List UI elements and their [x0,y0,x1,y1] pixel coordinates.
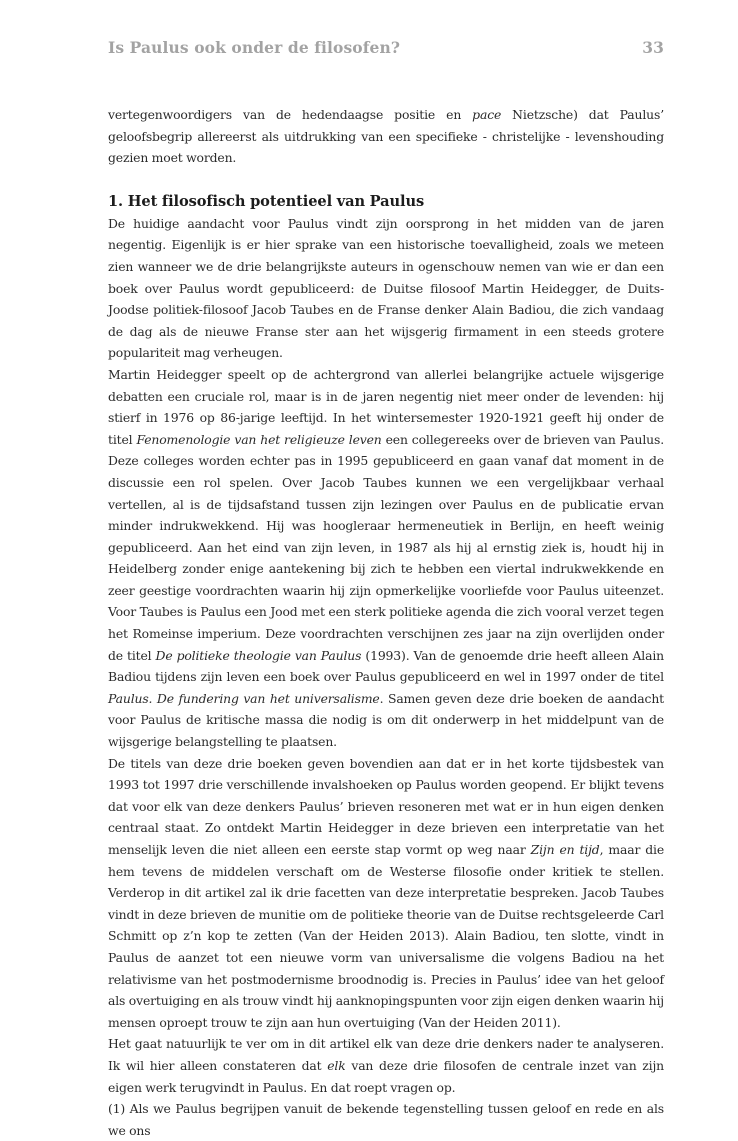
text-run: De titels van deze drie boeken geven bovendien aan dat er in het korte tijdsbestek van 1993 tot 1997 drie verschillende invalshoeken op Paulus worden geopend. Er blijkt tevens dat voor elk van deze denkers Paulus’ brieven resoneren met wat er in hun eigen denken centraal staat. Zo ontdekt Martin Heidegger in deze brieven een interpretatie van het menselijk leven die niet alleen een eerste stap vormt op weg naar [108,755,664,857]
paragraph-5: (1) Als we Paulus begrijpen vanuit de bekende tegenstelling tussen geloof en rede en als we ons [108,1101,664,1138]
text-run: van deze drie filosofen de centrale inzet van zijn eigen werk terugvindt in Paulus. En dat roept vragen op. [108,1057,664,1095]
running-head [108,38,664,57]
section-heading: 1. Het filosofisch potentieel van Paulus [108,192,425,210]
italic-run: Paulus. De fundering van het universalisme [108,690,380,706]
text-run: Het gaat natuurlijk te ver om in dit artikel elk van deze drie denkers nader te analyseren. Ik wil hier alleen constateren dat [108,1036,664,1073]
text-run: vertegenwoordigers van de hedendaagse positie en [108,107,473,122]
paragraph-3 [108,753,664,1034]
text-run: Martin Heidegger speelt op de achtergrond van allerlei belangrijke actuele wijsgerige debatten een cruciale rol, maar is in de jaren negentig niet meer onder de levenden: hij stierf in 1976 op 86-jarige leeftijd. In het wintersemester 1920-1921 geeft hij onder de titel [108,366,664,447]
paragraph-1: De huidige aandacht voor Paulus vindt zijn oorsprong in het midden van de jaren negentig. Eigenlijk is er hier sprake van een historische toevalligheid, zoals we meteen zien wanneer we de drie belangrijkste auteurs in ogenschouw nemen van wie er dan een boek over Paulus wordt gepubliceerd: de Duitse filosoof Martin Heidegger, de Duits-Joodse politiek-filosoof Jacob Taubes en de Franse denker Alain Badiou, die zich vandaag de dag als de nieuwe Franse ster aan het wijsgerig firmament in een steeds grotere populariteit mag verheugen. [108,215,664,361]
italic-run: Zijn en tijd [530,842,600,857]
text-run: Nietzsche) dat Paulus’ geloofsbegrip allereerst als uitdrukking van een specifieke - christelijke - levenshouding gezien moet worden. [108,107,664,166]
text-run: (1993). Van de genoemde drie heeft alleen Alain Badiou tijdens zijn leven een boek over Paulus gepubliceerd en wel in 1997 onder de titel [108,647,664,685]
text-run: een collegereeks over de brieven van Paulus. Deze colleges worden echter pas in 1995 gepubliceerd en gaan vanaf dat moment in de discussie een rol spelen. Over Jacob Taubes kunnen we een vergelijkbaar verhaal vertellen, al is de tijdsafstand tussen zijn lezingen over Paulus en de publicatie ervan minder indrukwekkend. Hij was hoogleraar hermeneutiek in Berlijn, en heeft weinig gepubliceerd. Aan het eind van zijn leven, in 1987 als hij al ernstig ziek is, houdt hij in Heidelberg zonder enige aantekening bij zich te hebben een viertal indrukwekkende en zeer geestige voordrachten waarin hij zijn opmerkelijke voorliefde voor Paulus uiteenzet. Voor Taubes is Paulus een Jood met een sterk politieke agenda die zich vooral verzet tegen het Romeinse imperium. Deze voordrachten verschijnen zes jaar na zijn overlijden onder de titel [108,431,664,663]
italic-run: elk [327,1057,346,1073]
text-run: . Samen geven deze drie boeken de aandacht voor Paulus de kritische massa die nodig is om dit onderwerp in het middelpunt van de wijsgerige belangstelling te plaatsen. [108,690,664,750]
italic-run: De politieke theologie van Paulus [155,647,362,663]
text-run: , maar die hem tevens de middelen verschaft om de Westerse filosofie onder kritiek te stellen. Verderop in dit artikel zal ik drie facetten van deze interpretatie bespreken. Jacob Taubes vindt in deze brieven de munitie om de politieke theorie van de Duitse rechtsgeleerde Carl Schmitt op z’n kop te zetten (Van der Heiden 2013). Alain Badiou, ten slotte, vindt in Paulus de aanzet tot een nieuwe vorm van universalisme die volgens Badiou na het relativisme van het postmodernisme broodnodig is. Precies in Paulus’ idee van het geloof als overtuiging en als trouw vindt hij aanknopingspunten voor zijn eigen denken waarin hij mensen oproept trouw te zijn aan hun overtuiging (Van der Heiden 2011). [108,842,664,1030]
paragraph-4 [108,1033,664,1098]
running-head-title: Is Paulus ook onder de filosofen? [108,38,401,57]
intro-paragraph [108,104,664,169]
paragraph-2 [108,364,664,753]
italic-run: Fenomenologie van het religieuze leven [136,431,382,447]
page-number: 33 [642,38,664,57]
body-text [108,104,664,1141]
italic-run: pace [472,107,502,122]
